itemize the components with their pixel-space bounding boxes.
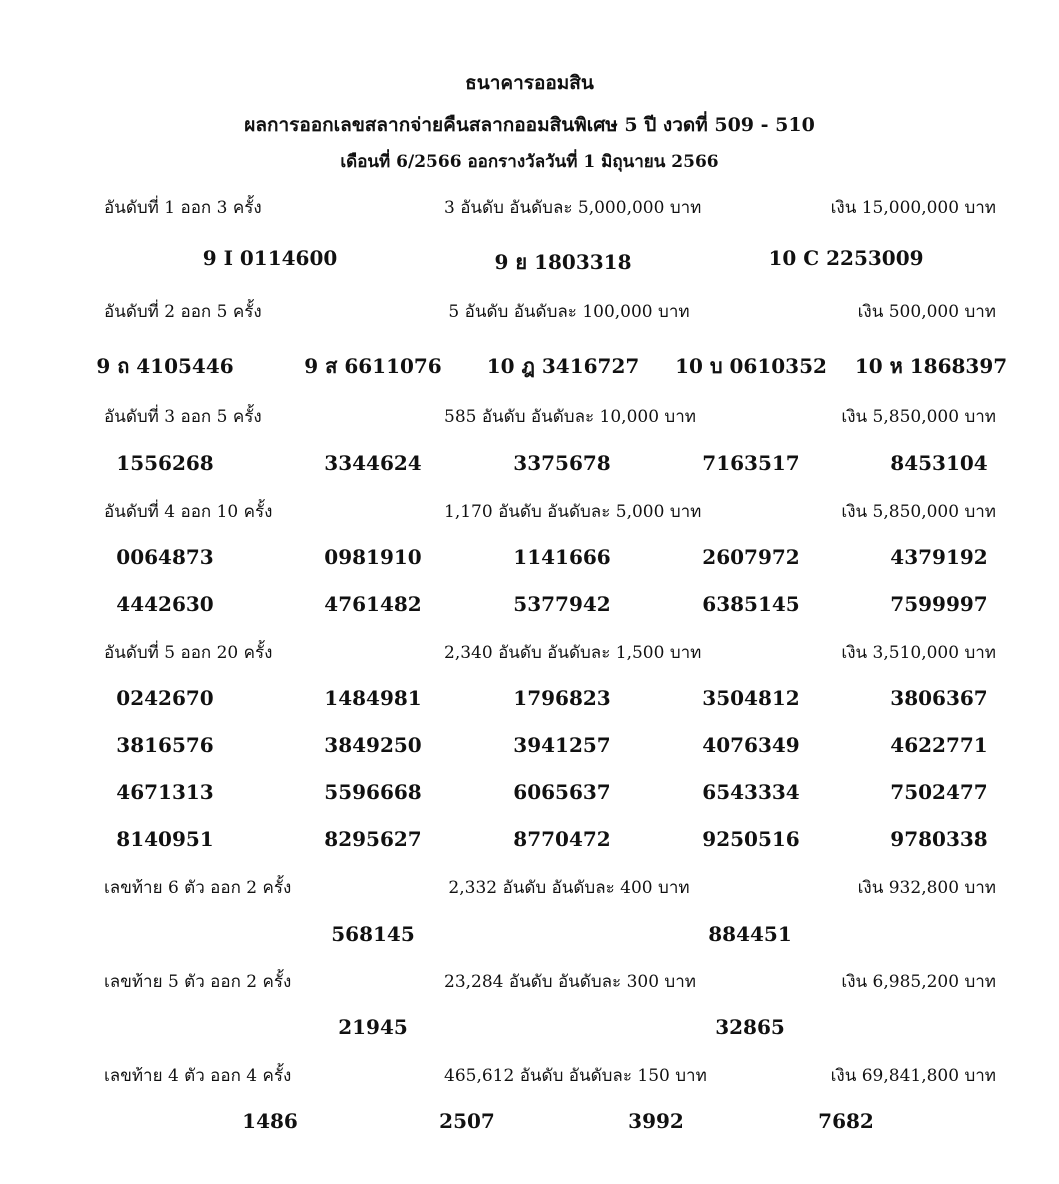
winning-number: 21945 xyxy=(338,1015,408,1039)
prize-4-heading xyxy=(104,498,996,524)
winning-number: 9 I 0114600 xyxy=(202,246,338,270)
winning-number: 10 บ 0610352 xyxy=(675,354,827,378)
prize-total: เงิน 932,800 บาท xyxy=(857,878,996,898)
winning-number: 5377942 xyxy=(513,592,611,616)
winning-number: 6543334 xyxy=(702,780,800,804)
prize-5-numbers xyxy=(0,827,1059,855)
document-title: ผลการออกเลขสลากจ่ายคืนสลากออมสินพิเศษ 5 ปี งวดที่ 509 - 510 xyxy=(244,114,815,136)
last-5-digits-numbers xyxy=(0,1015,1059,1043)
prize-count: 585 อันดับ อันดับละ 10,000 บาท xyxy=(444,407,696,427)
winning-number: 3849250 xyxy=(324,733,422,757)
winning-number: 0064873 xyxy=(116,545,214,569)
prize-count: 3 อันดับ อันดับละ 5,000,000 บาท xyxy=(444,198,702,218)
draw-date: เดือนที่ 6/2566 ออกรางวัลวันที่ 1 มิถุนายน 2566 xyxy=(340,152,719,172)
winning-number: 7502477 xyxy=(890,780,988,804)
prize-5-numbers xyxy=(0,733,1059,761)
winning-number: 2507 xyxy=(439,1109,495,1133)
winning-number: 3816576 xyxy=(116,733,214,757)
prize-total: เงิน 5,850,000 บาท xyxy=(841,407,996,427)
winning-number: 8770472 xyxy=(513,827,611,851)
prize-1-heading xyxy=(104,194,996,220)
winning-number: 4622771 xyxy=(890,733,988,757)
winning-number: 6065637 xyxy=(513,780,611,804)
winning-number: 4379192 xyxy=(890,545,988,569)
prize-count: 2,340 อันดับ อันดับละ 1,500 บาท xyxy=(444,643,702,663)
prize-count: 23,284 อันดับ อันดับละ 300 บาท xyxy=(444,972,696,992)
bank-name: ธนาคารออมสิน xyxy=(465,72,594,94)
last-4-digits-numbers xyxy=(0,1109,1059,1137)
winning-number: 4076349 xyxy=(702,733,800,757)
winning-number: 0242670 xyxy=(116,686,214,710)
last-6-digits-numbers xyxy=(0,922,1059,950)
prize-title: อันดับที่ 1 ออก 3 ครั้ง xyxy=(104,198,262,218)
winning-number: 4671313 xyxy=(116,780,214,804)
winning-number: 1484981 xyxy=(324,686,422,710)
prize-1-numbers xyxy=(0,246,1059,274)
winning-number: 1556268 xyxy=(116,451,214,475)
winning-number: 0981910 xyxy=(324,545,422,569)
prize-count: 465,612 อันดับ อันดับละ 150 บาท xyxy=(444,1066,707,1086)
prize-total: เงิน 15,000,000 บาท xyxy=(830,198,996,218)
winning-number: 7599997 xyxy=(890,592,988,616)
prize-5-heading xyxy=(104,639,996,665)
winning-number: 8295627 xyxy=(324,827,422,851)
winning-number: 3992 xyxy=(628,1109,684,1133)
winning-number: 9780338 xyxy=(890,827,988,851)
winning-number: 32865 xyxy=(715,1015,785,1039)
winning-number: 3344624 xyxy=(324,451,422,475)
winning-number: 2607972 xyxy=(702,545,800,569)
winning-number: 8140951 xyxy=(116,827,214,851)
prize-5-numbers xyxy=(0,780,1059,808)
prize-title: เลขท้าย 4 ตัว ออก 4 ครั้ง xyxy=(104,1066,292,1086)
prize-title: เลขท้าย 5 ตัว ออก 2 ครั้ง xyxy=(104,972,292,992)
prize-title: อันดับที่ 4 ออก 10 ครั้ง xyxy=(104,502,273,522)
prize-4-numbers xyxy=(0,545,1059,573)
prize-count: 5 อันดับ อันดับละ 100,000 บาท xyxy=(448,302,690,322)
winning-number: 8453104 xyxy=(890,451,988,475)
winning-number: 6385145 xyxy=(702,592,800,616)
winning-number: 10 ฎ 3416727 xyxy=(486,354,640,378)
winning-number: 4761482 xyxy=(324,592,422,616)
prize-title: อันดับที่ 2 ออก 5 ครั้ง xyxy=(104,302,262,322)
winning-number: 10 C 2253009 xyxy=(768,246,924,270)
prize-total: เงิน 5,850,000 บาท xyxy=(841,502,996,522)
winning-number: 7163517 xyxy=(702,451,800,475)
prize-count: 2,332 อันดับ อันดับละ 400 บาท xyxy=(448,878,690,898)
winning-number: 9 ส 6611076 xyxy=(304,354,442,378)
winning-number: 9 ย 1803318 xyxy=(494,250,632,274)
prize-3-heading xyxy=(104,403,996,429)
prize-total: เงิน 500,000 บาท xyxy=(857,302,996,322)
winning-number: 5596668 xyxy=(324,780,422,804)
prize-total: เงิน 3,510,000 บาท xyxy=(841,643,996,663)
winning-number: 4442630 xyxy=(116,592,214,616)
winning-number: 10 ห 1868397 xyxy=(854,354,1008,378)
last-6-digits-heading xyxy=(104,874,996,900)
winning-number: 3806367 xyxy=(890,686,988,710)
winning-number: 3375678 xyxy=(513,451,611,475)
prize-count: 1,170 อันดับ อันดับละ 5,000 บาท xyxy=(444,502,702,522)
prize-4-numbers xyxy=(0,592,1059,620)
prize-title: อันดับที่ 3 ออก 5 ครั้ง xyxy=(104,407,262,427)
winning-number: 568145 xyxy=(331,922,415,946)
winning-number: 884451 xyxy=(708,922,792,946)
prize-5-numbers xyxy=(0,686,1059,714)
last-4-digits-heading xyxy=(104,1062,996,1088)
prize-title: อันดับที่ 5 ออก 20 ครั้ง xyxy=(104,643,273,663)
winning-number: 9250516 xyxy=(702,827,800,851)
winning-number: 1486 xyxy=(242,1109,298,1133)
prize-3-numbers xyxy=(0,451,1059,479)
winning-number: 7682 xyxy=(818,1109,874,1133)
prize-2-numbers xyxy=(0,350,1059,378)
winning-number: 9 ถ 4105446 xyxy=(96,354,234,378)
last-5-digits-heading xyxy=(104,968,996,994)
prize-total: เงิน 69,841,800 บาท xyxy=(830,1066,996,1086)
prize-title: เลขท้าย 6 ตัว ออก 2 ครั้ง xyxy=(104,878,292,898)
winning-number: 3504812 xyxy=(702,686,800,710)
winning-number: 3941257 xyxy=(513,733,611,757)
prize-2-heading xyxy=(104,298,996,324)
winning-number: 1796823 xyxy=(513,686,611,710)
winning-number: 1141666 xyxy=(513,545,611,569)
prize-total: เงิน 6,985,200 บาท xyxy=(841,972,996,992)
